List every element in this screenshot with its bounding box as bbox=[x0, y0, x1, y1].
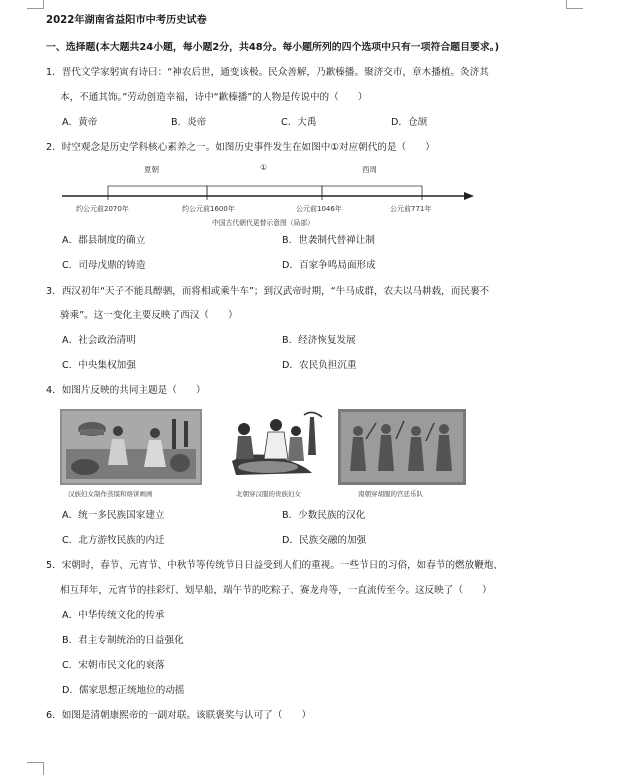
crop-mark-bottom-left bbox=[27, 762, 44, 775]
q3-option-a: A．社会政治清明 bbox=[62, 335, 136, 346]
q4-option-a: A．统一多民族国家建立 bbox=[62, 510, 165, 521]
question-1-line-2: 本，不通其饰。”劳动创造幸福，诗中“歉榛播”的人物是传说中的（ ） bbox=[60, 92, 368, 103]
timeline-date-1: 约公元前2070年 bbox=[76, 205, 129, 213]
q4-option-c: C．北方游牧民族的内迁 bbox=[62, 535, 165, 546]
page-title: 2022年湖南省益阳市中考历史试卷 bbox=[46, 15, 207, 26]
q3-option-c: C．中央集权加强 bbox=[62, 360, 136, 371]
timeline-caption: 中国古代朝代更替示意图（局部） bbox=[212, 219, 314, 227]
q5-option-d: D．儒家思想正统地位的动摇 bbox=[62, 685, 185, 696]
q4-option-b: B．少数民族的汉化 bbox=[282, 510, 366, 521]
question-6-line-1: 6．如图是清朝康熙帝的一副对联。该联褒奖与认可了（ ） bbox=[46, 710, 312, 721]
q5-option-c: C．宋朝市民文化的衰落 bbox=[62, 660, 165, 671]
q2-option-d: D．百家争鸣局面形成 bbox=[282, 260, 376, 271]
timeline-period-western-zhou: 西周 bbox=[362, 165, 377, 174]
section-heading: 一、选择题(本大题共24小题，每小题2分，共48分。每小题所列的四个选项中只有一项符合题目要求。) bbox=[46, 42, 500, 53]
q2-option-b: B．世袭制代替禅让制 bbox=[282, 235, 375, 246]
q4-option-d: D．民族交融的加强 bbox=[282, 535, 367, 546]
q1-option-b: B．炎帝 bbox=[171, 117, 207, 128]
timeline-period-1: ① bbox=[260, 163, 268, 172]
caption-photo-2: 北朝穿汉服的贵族妇女 bbox=[236, 490, 301, 498]
q1-option-c: C．大禹 bbox=[281, 117, 317, 128]
timeline-date-4: 公元前771年 bbox=[390, 205, 432, 213]
caption-photo-1: 汉族妇女制作蒸馍和烙饼画画 bbox=[68, 490, 153, 498]
xia-brace bbox=[108, 186, 207, 196]
timeline-period-xia: 夏朝 bbox=[144, 165, 159, 174]
q5-option-b: B．君主专制统治的日益强化 bbox=[62, 635, 184, 646]
dynasty-timeline bbox=[62, 158, 482, 231]
timeline-date-2: 约公元前1600年 bbox=[182, 205, 235, 213]
question-1-line-1: 1．晋代文学家躬寅有诗曰：“神农后世，通变该极。民众善解，乃歉榛播。聚济交市，章木播植。灸济其 bbox=[46, 67, 489, 78]
q1-option-a: A．黄帝 bbox=[62, 117, 98, 128]
q3-option-d: D．农民负担沉重 bbox=[282, 360, 357, 371]
q2-option-c: C．司母戊鼎的铸造 bbox=[62, 260, 146, 271]
question-3-line-2: 骑乘”。这一变化主要反映了西汉（ ） bbox=[60, 310, 238, 321]
period-1-brace bbox=[207, 186, 322, 196]
timeline-date-3: 公元前1046年 bbox=[296, 205, 342, 213]
caption-photo-3: 南朝穿胡服的宫廷乐队 bbox=[358, 490, 423, 498]
timeline-arrowhead bbox=[464, 192, 474, 200]
question-5-line-1: 5．宋朝时，春节、元宵节、中秋节等传统节日日益受到人们的重视。一些节日的习俗，如春节的燃放鞭炮、 bbox=[46, 560, 504, 571]
q3-option-b: B．经济恢复发展 bbox=[282, 335, 356, 346]
q5-option-a: A．中华传统文化的传承 bbox=[62, 610, 165, 621]
question-4-line-1: 4．如图片反映的共同主题是（ ） bbox=[46, 385, 206, 396]
photo-han-women-cooking bbox=[60, 409, 202, 488]
crop-mark-top-right bbox=[566, 0, 583, 9]
q2-option-a: A．郡县制度的确立 bbox=[62, 235, 146, 246]
photo-northern-noblewoman bbox=[224, 409, 328, 488]
western-zhou-brace bbox=[322, 186, 422, 196]
photo-southern-court-band bbox=[338, 409, 466, 488]
question-2-line-1: 2．时空观念是历史学科核心素养之一。如图历史事件发生在如图中①对应朝代的是（ ） bbox=[46, 142, 435, 153]
question-5-line-2: 相互拜年，元宵节的挂彩灯、划旱船，端午节的吃粽子、赛龙舟等，一直流传至今。这反映了（ ） bbox=[60, 585, 492, 596]
q1-option-d: D．仓颉 bbox=[391, 117, 428, 128]
crop-mark-top-left bbox=[27, 0, 44, 9]
question-3-line-1: 3．西汉初年“天子不能具醇驷，而将相或乘牛车”；到汉武帝时期，“牛马成群，农夫以马耕载，而民裹不 bbox=[46, 286, 490, 297]
